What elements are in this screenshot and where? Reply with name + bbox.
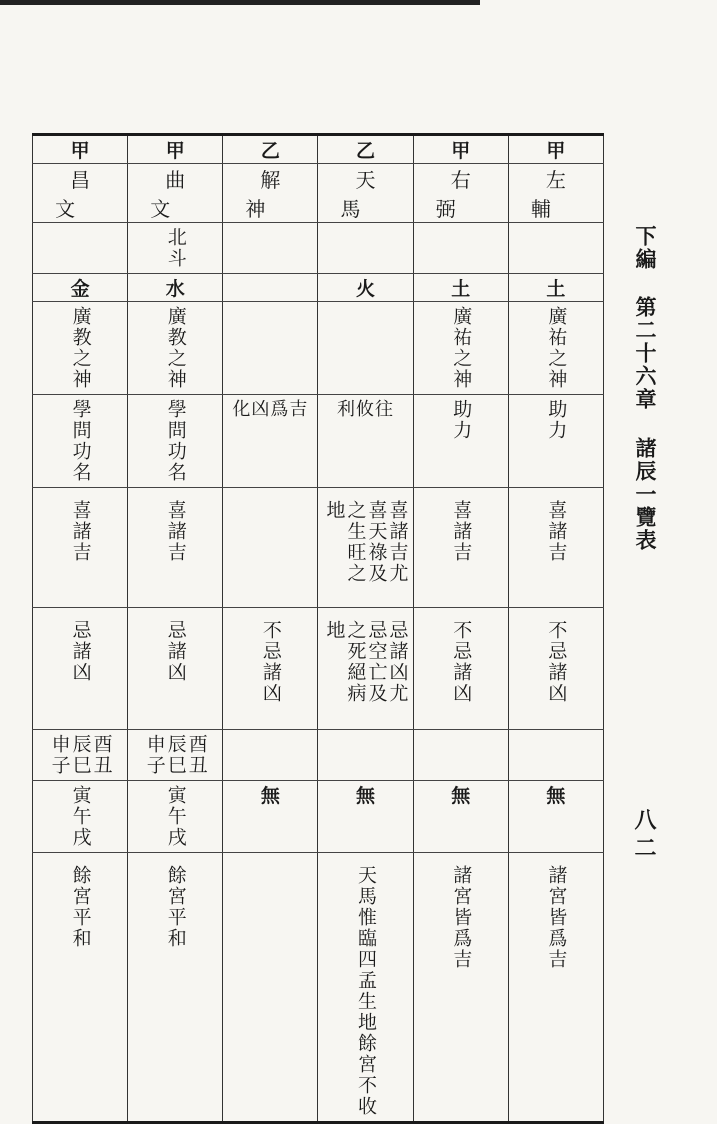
palace-text: 申子 [143, 734, 166, 776]
element-label: 水 [165, 278, 185, 300]
element-label: 金 [70, 278, 90, 300]
extra-cell [223, 223, 318, 274]
office-cell [413, 302, 508, 395]
none-label: 無 [356, 785, 376, 807]
duty-cell [318, 395, 413, 488]
office-text: 廣教之神 [164, 306, 187, 390]
element-label: 土 [546, 278, 566, 300]
none-cell [318, 781, 413, 853]
palace2-cell [128, 781, 223, 853]
bad-cell [33, 608, 128, 730]
star-name-cell [128, 164, 223, 223]
bad-cell [413, 608, 508, 730]
bad-text: 忌諸凶 [164, 620, 187, 683]
duty-text: 助力 [545, 399, 568, 441]
element-label: 土 [451, 278, 471, 300]
palace-cell [128, 730, 223, 781]
good-text: 喜諸吉 [545, 500, 568, 563]
bad-text: 忌諸凶 [69, 620, 92, 683]
office-cell [223, 302, 318, 395]
star-name: 曲文 [150, 168, 216, 221]
duty-text: 助力 [450, 399, 473, 441]
extra-cell [413, 223, 508, 274]
good-text: 喜諸吉 [450, 500, 473, 563]
gan-cell [508, 135, 603, 164]
office-cell [128, 302, 223, 395]
note-cell [318, 853, 413, 1123]
none-cell [413, 781, 508, 853]
good-cell [413, 488, 508, 608]
palace-cell [318, 730, 413, 781]
star-name: 解神 [245, 168, 311, 221]
good-text: 喜諸吉 [69, 500, 92, 563]
element-label: 火 [356, 278, 376, 300]
element-cell [413, 274, 508, 302]
duty-text: 化凶爲吉 [232, 399, 309, 420]
duty-cell [223, 395, 318, 488]
none-label: 無 [260, 785, 280, 807]
palace-text: 申子 [48, 734, 71, 776]
palace2-cell [33, 781, 128, 853]
note-text: 餘宮平和 [164, 865, 187, 949]
bad-cell [508, 608, 603, 730]
bad-text: 忌諸凶尤忌空亡及之死絕病地 [323, 620, 409, 704]
palace2-text: 寅午戌 [164, 785, 187, 848]
note-cell [128, 853, 223, 1123]
element-cell [223, 274, 318, 302]
gan-label: 甲 [451, 140, 471, 162]
none-cell [223, 781, 318, 853]
extra-cell [508, 223, 603, 274]
stars-table [32, 133, 604, 1124]
palace-text: 酉丑 [185, 734, 208, 776]
star-name-cell [223, 164, 318, 223]
note-cell [33, 853, 128, 1123]
office-cell [33, 302, 128, 395]
star-name-cell [33, 164, 128, 223]
gan-cell [128, 135, 223, 164]
note-text: 天馬惟臨四孟生地餘宮不收 [355, 865, 378, 1117]
note-text: 諸宮皆爲吉 [545, 865, 568, 970]
extra-cell [128, 223, 223, 274]
star-name-cell [413, 164, 508, 223]
good-text: 喜諸吉尤喜天祿及之生旺之地 [323, 500, 409, 584]
palace-cell [223, 730, 318, 781]
gan-label: 甲 [70, 140, 90, 162]
good-cell [223, 488, 318, 608]
duty-text: 學問功名 [69, 399, 92, 483]
gan-cell [413, 135, 508, 164]
running-header [620, 225, 660, 552]
palace-text: 酉丑 [90, 734, 113, 776]
none-cell [508, 781, 603, 853]
palace-cell [33, 730, 128, 781]
duty-cell [128, 395, 223, 488]
gan-cell [318, 135, 413, 164]
star-name-cell [318, 164, 413, 223]
palace-text: 辰巳 [164, 734, 187, 776]
element-cell [318, 274, 413, 302]
duty-cell [33, 395, 128, 488]
star-name: 昌文 [55, 168, 121, 221]
good-cell [318, 488, 413, 608]
bad-cell [223, 608, 318, 730]
palace-text: 辰巳 [69, 734, 92, 776]
star-name-cell [508, 164, 603, 223]
palace2-text: 寅午戌 [69, 785, 92, 848]
note-cell [413, 853, 508, 1123]
duty-cell [508, 395, 603, 488]
gan-cell [223, 135, 318, 164]
office-cell [508, 302, 603, 395]
office-cell [318, 302, 413, 395]
volume-label: 下編 [633, 225, 658, 271]
gan-label: 乙 [356, 140, 376, 162]
gan-label: 乙 [260, 140, 280, 162]
good-cell [508, 488, 603, 608]
top-rule [0, 0, 480, 5]
note-cell [508, 853, 603, 1123]
gan-cell [33, 135, 128, 164]
element-cell [128, 274, 223, 302]
chapter-label: 第二十六章 [633, 296, 658, 412]
star-name: 左輔 [530, 168, 596, 221]
duty-text: 利攸往 [337, 399, 395, 420]
good-cell [128, 488, 223, 608]
note-text: 諸宮皆爲吉 [450, 865, 473, 970]
bad-cell [318, 608, 413, 730]
duty-cell [413, 395, 508, 488]
extra-cell [318, 223, 413, 274]
extra-cell [33, 223, 128, 274]
page-number: 八二 [631, 808, 657, 864]
palace-cell [413, 730, 508, 781]
chapter-title: 諸辰一覽表 [633, 436, 658, 552]
palace-cell [508, 730, 603, 781]
office-text: 廣教之神 [69, 306, 92, 390]
none-label: 無 [546, 785, 566, 807]
bad-text: 不忌諸凶 [450, 620, 473, 704]
gan-label: 甲 [165, 140, 185, 162]
element-cell [33, 274, 128, 302]
note-text: 餘宮平和 [69, 865, 92, 949]
good-cell [33, 488, 128, 608]
star-name: 右弼 [435, 168, 501, 221]
bad-text: 不忌諸凶 [545, 620, 568, 704]
gan-label: 甲 [546, 140, 566, 162]
note-cell [223, 853, 318, 1123]
none-label: 無 [451, 785, 471, 807]
bad-cell [128, 608, 223, 730]
extra-text: 北斗 [164, 227, 187, 269]
element-cell [508, 274, 603, 302]
duty-text: 學問功名 [164, 399, 187, 483]
star-name: 天馬 [340, 168, 406, 221]
office-text: 廣祐之神 [545, 306, 568, 390]
bad-text: 不忌諸凶 [259, 620, 282, 704]
office-text: 廣祐之神 [450, 306, 473, 390]
good-text: 喜諸吉 [164, 500, 187, 563]
